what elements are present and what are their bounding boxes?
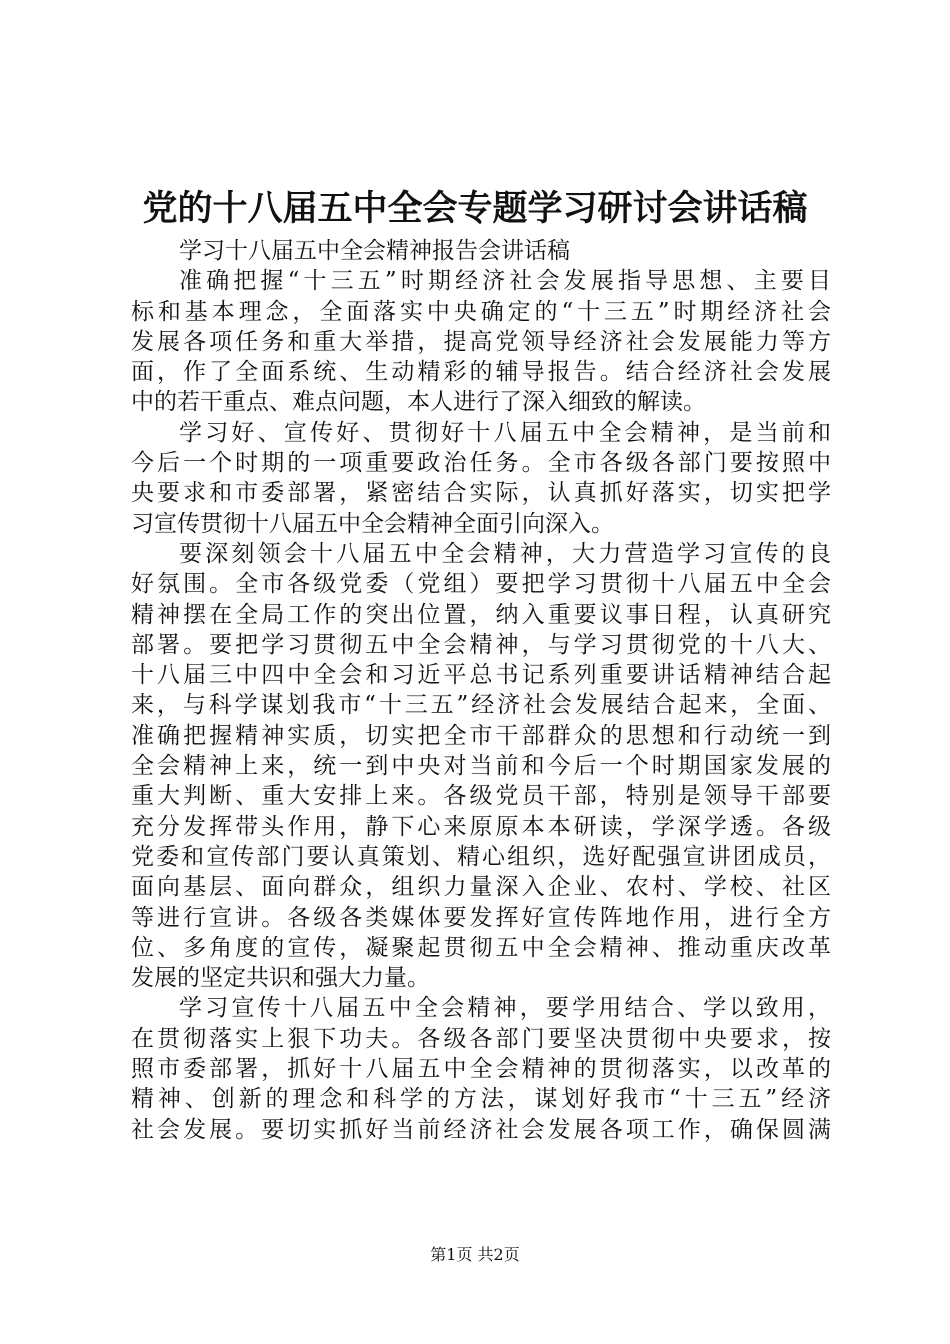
paragraph-line: 社会发展。要切实抓好当前经济社会发展各项工作，确保圆满 [131, 1116, 831, 1143]
paragraph-line: 部署。要把学习贯彻五中全会精神，与学习贯彻党的十八大、 [131, 631, 831, 658]
paragraph-line: 发展的坚定共识和强大力量。 [131, 965, 430, 992]
paragraph-line: 党委和宣传部门要认真策划、精心组织，选好配强宣讲团成员， [131, 843, 831, 870]
paragraph-line: 中的若干重点、难点问题，本人进行了深入细致的解读。 [131, 389, 706, 416]
paragraph-line: 面向基层、面向群众，组织力量深入企业、农村、学校、社区 [131, 874, 831, 901]
paragraph-line: 精神摆在全局工作的突出位置，纳入重要议事日程，认真研究 [131, 601, 831, 628]
paragraph-line: 学习宣传十八届五中全会精神，要学用结合、学以致用， [179, 995, 831, 1022]
paragraph-line: 要深刻领会十八届五中全会精神，大力营造学习宣传的良 [179, 540, 831, 567]
paragraph-line: 全会精神上来，统一到中央对当前和今后一个时期国家发展的 [131, 753, 831, 780]
paragraph-line: 今后一个时期的一项重要政治任务。全市各级各部门要按照中 [131, 450, 831, 477]
paragraph-line: 学习十八届五中全会精神报告会讲话稿 [179, 238, 570, 264]
paragraph-line: 准确把握精神实质，切实把全市干部群众的思想和行动统一到 [131, 722, 831, 749]
paragraph-line: 精神、创新的理念和科学的方法，谋划好我市“十三五”经济 [131, 1086, 831, 1113]
paragraph-line: 习宣传贯彻十八届五中全会精神全面引向深入。 [131, 510, 614, 537]
paragraph-line: 十八届三中四中全会和习近平总书记系列重要讲话精神结合起 [131, 662, 831, 689]
paragraph-line: 位、多角度的宣传，凝聚起贯彻五中全会精神、推动重庆改革 [131, 934, 831, 961]
document-body [131, 236, 831, 1145]
paragraph-line: 充分发挥带头作用，静下心来原原本本研读，学深学透。各级 [131, 813, 831, 840]
page-indicator: 第1页 共2页 [430, 1245, 520, 1264]
paragraph-line: 央要求和市委部署，紧密结合实际，认真抓好落实，切实把学 [131, 480, 831, 507]
document-title: 党的十八届五中全会专题学习研讨会讲话稿 [142, 188, 808, 229]
paragraph-line: 面，作了全面系统、生动精彩的辅导报告。结合经济社会发展 [131, 359, 831, 386]
paragraph-line: 标和基本理念，全面落实中央确定的“十三五”时期经济社会 [131, 298, 831, 325]
paragraph-line: 重大判断、重大安排上来。各级党员干部，特别是领导干部要 [131, 783, 831, 810]
paragraph-line: 等进行宣讲。各级各类媒体要发挥好宣传阵地作用，进行全方 [131, 904, 831, 931]
paragraph-line: 好氛围。全市各级党委（党组）要把学习贯彻十八届五中全会 [131, 571, 831, 598]
paragraph-line: 在贯彻落实上狠下功夫。各级各部门要坚决贯彻中央要求，按 [131, 1025, 831, 1052]
paragraph-line: 来，与科学谋划我市“十三五”经济社会发展结合起来，全面、 [131, 692, 831, 719]
paragraph-line: 照市委部署，抓好十八届五中全会精神的贯彻落实，以改革的 [131, 1056, 831, 1083]
paragraph-line: 发展各项任务和重大举措，提高党领导经济社会发展能力等方 [131, 328, 831, 355]
paragraph-line: 学习好、宣传好、贯彻好十八届五中全会精神，是当前和 [179, 419, 831, 446]
paragraph-line: 准确把握“十三五”时期经济社会发展指导思想、主要目 [179, 268, 831, 295]
